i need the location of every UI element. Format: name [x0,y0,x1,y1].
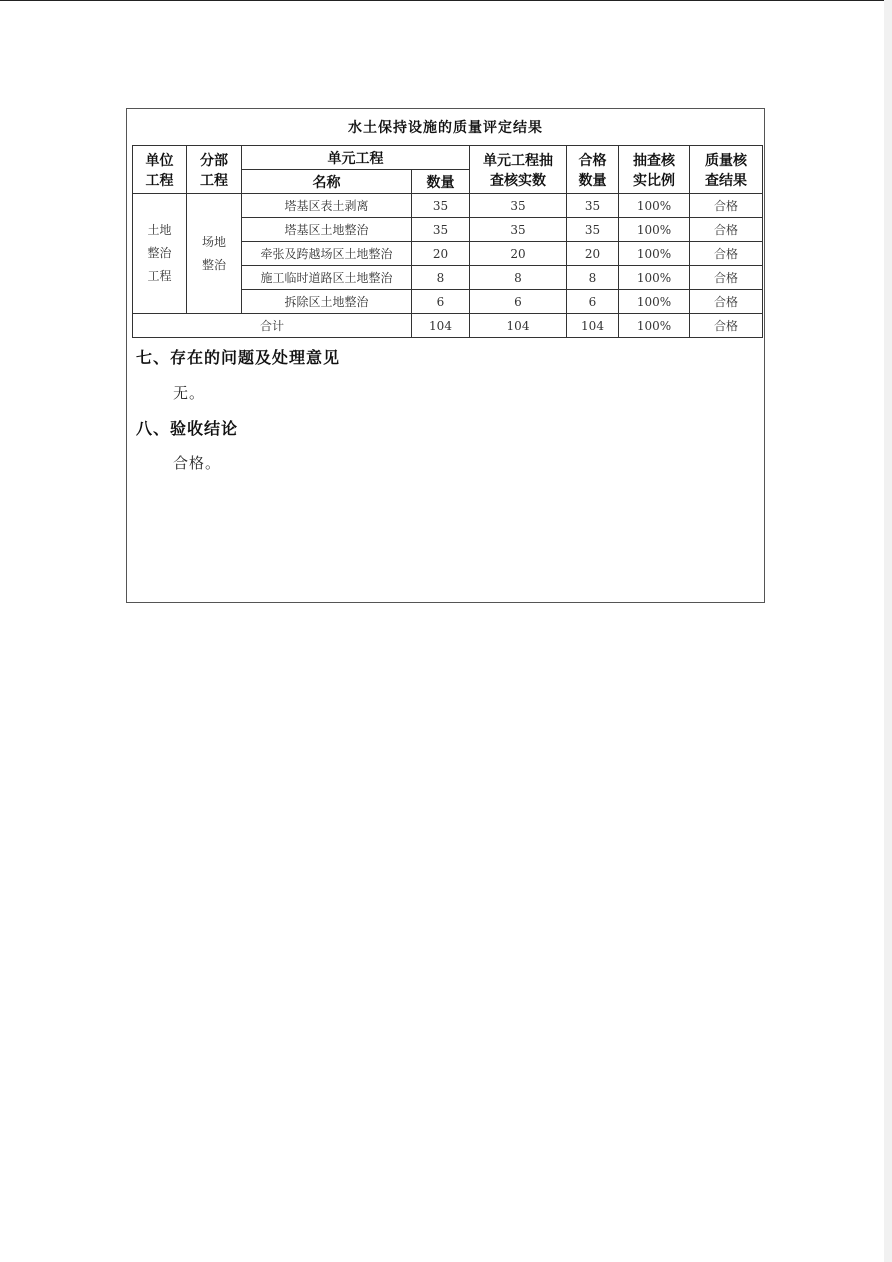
page-top-rule [0,0,892,1]
header-qualified [567,146,619,194]
page-right-edge [884,0,892,1262]
total-inspected: 104 [470,314,567,338]
section-7-body: 无。 [173,384,206,402]
header-quantity: 数量 [412,170,470,194]
unit-project-text: 工程 [147,269,172,283]
sub-project-cell [187,194,242,314]
header-text: 数量 [578,172,607,189]
sub-project-text: 场地 [201,234,226,249]
row-qualified: 8 [567,266,619,290]
total-row [133,314,763,338]
header-result [690,146,763,194]
table-row [133,194,763,218]
row-inspected: 8 [470,266,567,290]
header-text: 实比例 [633,172,675,189]
row-qualified: 35 [567,194,619,218]
row-ratio: 100% [619,290,690,314]
row-ratio: 100% [619,194,690,218]
header-name: 名称 [242,170,412,194]
unit-project-text: 整治 [147,246,172,260]
total-label: 合计 [133,314,412,338]
row-quantity: 35 [412,194,470,218]
row-qualified: 6 [567,290,619,314]
total-ratio: 100% [619,314,690,338]
header-sub-project [187,146,242,194]
header-text: 分部 [200,152,228,169]
row-quantity: 20 [412,242,470,266]
header-unit-project [133,146,187,194]
row-ratio: 100% [619,218,690,242]
quality-assessment-frame [126,108,765,603]
row-name: 拆除区土地整治 [242,290,412,314]
header-text: 抽查核 [633,152,675,169]
row-qualified: 20 [567,242,619,266]
row-result: 合格 [690,218,763,242]
row-inspected: 35 [470,218,567,242]
header-text: 单位 [145,152,174,169]
row-name: 牵张及跨越场区土地整治 [242,242,412,266]
sub-project-text: 整治 [201,257,226,272]
total-result: 合格 [690,314,763,338]
section-8-body: 合格。 [173,454,222,472]
unit-project-cell [133,194,187,314]
row-inspected: 35 [470,194,567,218]
row-quantity: 6 [412,290,470,314]
row-name: 施工临时道路区土地整治 [242,266,412,290]
header-text: 查核实数 [490,172,546,189]
header-element-project: 单元工程 [242,146,470,170]
section-7-heading: 七、存在的问题及处理意见 [136,348,341,367]
header-text: 合格 [578,152,607,169]
row-result: 合格 [690,194,763,218]
header-ratio [619,146,690,194]
row-quantity: 8 [412,266,470,290]
quality-assessment-table [132,145,763,338]
header-text: 质量核 [705,152,747,169]
row-result: 合格 [690,290,763,314]
row-quantity: 35 [412,218,470,242]
header-row-1 [133,146,763,170]
row-inspected: 20 [470,242,567,266]
unit-project-text: 土地 [147,223,172,237]
row-ratio: 100% [619,242,690,266]
section-8-heading: 八、验收结论 [136,419,239,438]
row-result: 合格 [690,266,763,290]
table-title: 水土保持设施的质量评定结果 [348,120,543,136]
row-result: 合格 [690,242,763,266]
row-inspected: 6 [470,290,567,314]
row-name: 塔基区土地整治 [242,218,412,242]
row-qualified: 35 [567,218,619,242]
header-text: 工程 [200,172,228,189]
header-inspected [470,146,567,194]
total-quantity: 104 [412,314,470,338]
header-text: 单元工程抽 [483,152,553,169]
row-ratio: 100% [619,266,690,290]
row-name: 塔基区表土剥离 [242,194,412,218]
header-text: 工程 [145,172,174,189]
header-text: 查结果 [705,172,747,189]
total-qualified: 104 [567,314,619,338]
